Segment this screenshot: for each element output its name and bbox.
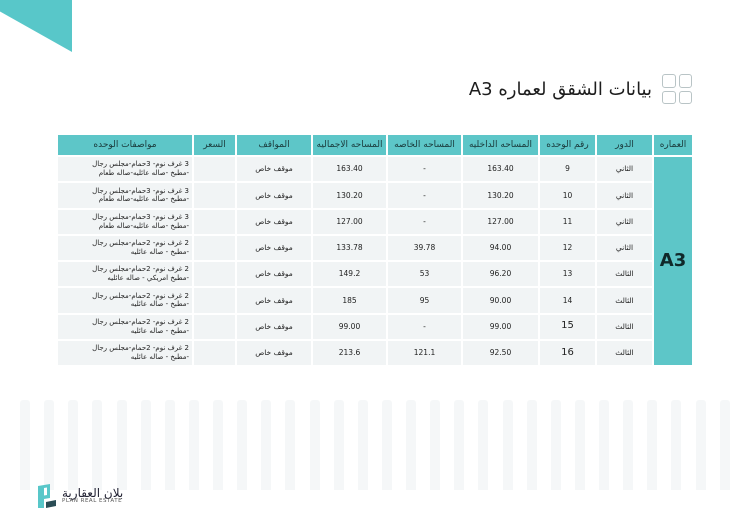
header-unit-specs: مواصفات الوحده	[58, 135, 192, 155]
cell-floor: الثاني	[597, 157, 652, 181]
cell-unit-specs	[58, 288, 192, 312]
specs-line-2: -مطبخ امريكي - صاله عائليه	[107, 274, 189, 283]
cell-unit-specs	[58, 262, 192, 286]
cell-floor: الثالث	[597, 341, 652, 365]
specs-line-2: -مطبخ - صاله عائليه	[130, 326, 189, 335]
brand-name-english: PLAN REAL ESTATE	[62, 498, 123, 505]
cell-parking: موقف خاص	[237, 341, 311, 365]
header-parking: المواقف	[237, 135, 311, 155]
cell-price	[194, 210, 235, 234]
specs-line-2: -مطبخ -صاله عائليه-صاله طعام	[98, 169, 189, 178]
cell-floor: الثالث	[597, 262, 652, 286]
cell-price	[194, 341, 235, 365]
cell-total-area: 130.20	[313, 183, 386, 207]
cell-unit-number: 12	[540, 236, 595, 260]
cell-price	[194, 262, 235, 286]
cell-internal-area: 127.00	[463, 210, 538, 234]
cell-floor: الثالث	[597, 315, 652, 339]
table-row	[58, 288, 692, 312]
cell-parking: موقف خاص	[237, 157, 311, 181]
table-row	[58, 341, 692, 365]
cell-unit-number: 13	[540, 262, 595, 286]
cell-private-area: 95	[388, 288, 461, 312]
cell-unit-specs	[58, 210, 192, 234]
specs-line-2: -مطبخ - صاله عائليه	[130, 247, 189, 256]
cell-private-area: 39.78	[388, 236, 461, 260]
header-floor: الدور	[597, 135, 652, 155]
specs-line-1: 2 غرف نوم- 2حمام-مجلس رجال	[92, 291, 189, 300]
cell-total-area: 133.78	[313, 236, 386, 260]
specs-line-1: 3 غرف نوم- 3حمام-مجلس رجال	[92, 186, 189, 195]
apartments-table	[56, 133, 694, 367]
cell-floor: الثاني	[597, 236, 652, 260]
cell-price	[194, 288, 235, 312]
table-row	[58, 236, 692, 260]
table-row	[58, 210, 692, 234]
cell-total-area: 185	[313, 288, 386, 312]
header-total-area: المساحه الاجماليه	[313, 135, 386, 155]
corner-accent	[0, 0, 72, 52]
cell-internal-area: 130.20	[463, 183, 538, 207]
cell-price	[194, 236, 235, 260]
cell-unit-number: 10	[540, 183, 595, 207]
cell-unit-specs	[58, 341, 192, 365]
cell-total-area: 127.00	[313, 210, 386, 234]
cell-parking: موقف خاص	[237, 210, 311, 234]
cell-parking: موقف خاص	[237, 288, 311, 312]
table-row	[58, 183, 692, 207]
company-logo	[36, 481, 123, 511]
cell-price	[194, 183, 235, 207]
specs-line-2: -مطبخ - صاله عائليه	[130, 300, 189, 309]
table-row	[58, 157, 692, 181]
specs-line-1: 3 غرف نوم- 3حمام-مجلس رجال	[92, 160, 189, 169]
specs-line-1: 2 غرف نوم- 2حمام-مجلس رجال	[92, 239, 189, 248]
cell-parking: موقف خاص	[237, 262, 311, 286]
header-private-area: المساحه الخاصه	[388, 135, 461, 155]
page-title: بيانات الشقق لعماره A3	[468, 78, 652, 100]
cell-private-area: 53	[388, 262, 461, 286]
cell-parking: موقف خاص	[237, 183, 311, 207]
cell-floor: الثاني	[597, 210, 652, 234]
grid-icon	[662, 74, 692, 104]
cell-unit-specs	[58, 236, 192, 260]
cell-floor: الثالث	[597, 288, 652, 312]
cell-unit-specs	[58, 315, 192, 339]
cell-internal-area: 96.20	[463, 262, 538, 286]
cell-private-area: -	[388, 210, 461, 234]
background-watermark-pattern	[20, 395, 730, 490]
cell-unit-number: 11	[540, 210, 595, 234]
title-bar	[0, 74, 750, 104]
specs-line-1: 2 غرف نوم- 2حمام-مجلس رجال	[92, 317, 189, 326]
header-building: العماره	[654, 135, 692, 155]
cell-unit-number: 14	[540, 288, 595, 312]
header-internal-area: المساحه الداخليه	[463, 135, 538, 155]
table-row	[58, 262, 692, 286]
building-label: A3	[654, 157, 692, 365]
cell-internal-area: 94.00	[463, 236, 538, 260]
table-row	[58, 315, 692, 339]
cell-total-area: 213.6	[313, 341, 386, 365]
specs-line-2: -مطبخ -صاله عائليه-صاله طعام	[98, 221, 189, 230]
brand-name-arabic: بلان العقارية	[62, 485, 124, 500]
specs-line-2: -مطبخ - صاله عائليه	[130, 352, 189, 361]
cell-total-area: 149.2	[313, 262, 386, 286]
cell-floor: الثاني	[597, 183, 652, 207]
cell-unit-number: 9	[540, 157, 595, 181]
cell-private-area: -	[388, 157, 461, 181]
apartments-table-container	[60, 133, 694, 367]
cell-unit-specs	[58, 183, 192, 207]
cell-total-area: 99.00	[313, 315, 386, 339]
cell-internal-area: 163.40	[463, 157, 538, 181]
cell-internal-area: 99.00	[463, 315, 538, 339]
cell-internal-area: 90.00	[463, 288, 538, 312]
cell-total-area: 163.40	[313, 157, 386, 181]
specs-line-2: -مطبخ -صاله عائليه-صاله طعام	[98, 195, 189, 204]
cell-price	[194, 157, 235, 181]
specs-line-1: 3 غرف نوم- 3حمام-مجلس رجال	[92, 212, 189, 221]
cell-private-area: -	[388, 315, 461, 339]
cell-parking: موقف خاص	[237, 315, 311, 339]
cell-private-area: 121.1	[388, 341, 461, 365]
cell-unit-specs	[58, 157, 192, 181]
specs-line-1: 2 غرف نوم- 2حمام-مجلس رجال	[92, 265, 189, 274]
header-price: السعر	[194, 135, 235, 155]
cell-unit-number: 16	[540, 341, 595, 365]
plan-logo-icon	[36, 482, 58, 510]
cell-private-area: -	[388, 183, 461, 207]
table-header-row	[58, 135, 692, 155]
cell-price	[194, 315, 235, 339]
specs-line-1: 2 غرف نوم- 2حمام-مجلس رجال	[92, 344, 189, 353]
cell-unit-number: 15	[540, 315, 595, 339]
header-unit-number: رقم الوحده	[540, 135, 595, 155]
cell-parking: موقف خاص	[237, 236, 311, 260]
cell-internal-area: 92.50	[463, 341, 538, 365]
